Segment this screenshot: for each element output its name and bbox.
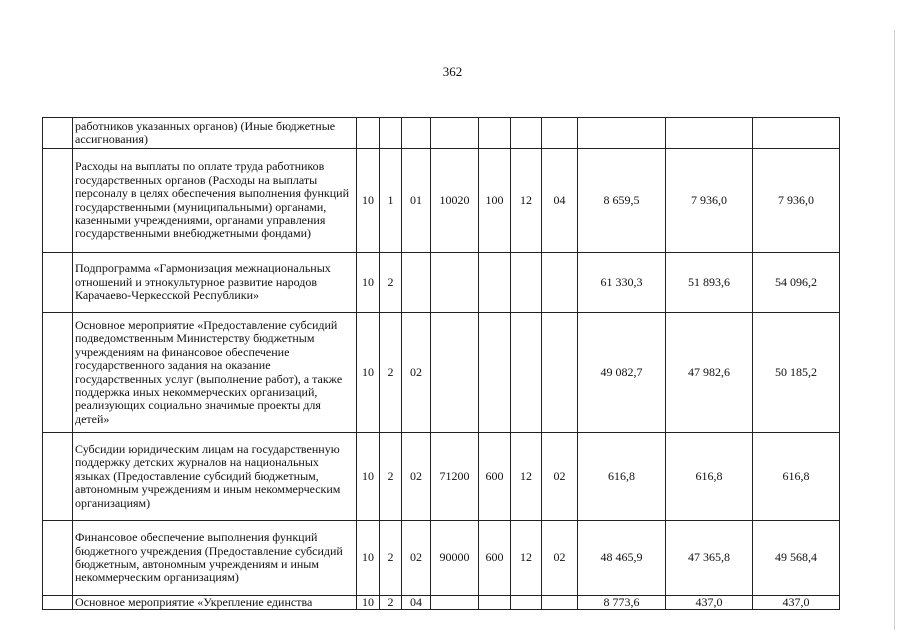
vr-code-cell xyxy=(479,118,511,149)
gp-code-cell: 10 xyxy=(357,521,380,596)
year2-amount-cell: 47 365,8 xyxy=(666,521,753,596)
om-code-cell: 02 xyxy=(402,313,431,433)
year3-amount-cell: 7 936,0 xyxy=(753,149,840,253)
year1-amount-cell: 48 465,9 xyxy=(578,521,666,596)
nr-code-cell: 90000 xyxy=(431,521,479,596)
year1-amount-cell: 616,8 xyxy=(578,433,666,521)
year2-amount-cell: 7 936,0 xyxy=(666,149,753,253)
row-name-cell: работников указанных органов) (Иные бюджетные ассигнования) xyxy=(73,118,357,149)
pp-code-cell xyxy=(380,118,402,149)
nr-code-cell: 71200 xyxy=(431,433,479,521)
pr-code-cell: 04 xyxy=(542,149,578,253)
year1-amount-cell: 61 330,3 xyxy=(578,253,666,313)
row-name-cell: Субсидии юридическим лицам на государственную поддержку детских журналов на национальных языках (Предоставление субсидий бюджетным, автономным учреждениям и иным некоммерческим организациям) xyxy=(73,433,357,521)
vr-code-cell: 600 xyxy=(479,521,511,596)
year3-amount-cell: 54 096,2 xyxy=(753,253,840,313)
table-row xyxy=(43,521,840,596)
nr-code-cell: 10020 xyxy=(431,149,479,253)
year2-amount-cell: 47 982,6 xyxy=(666,313,753,433)
year1-amount-cell: 49 082,7 xyxy=(578,313,666,433)
year1-amount-cell: 8 773,6 xyxy=(578,596,666,610)
gp-code-cell: 10 xyxy=(357,313,380,433)
year2-amount-cell xyxy=(666,118,753,149)
vr-code-cell: 600 xyxy=(479,433,511,521)
year2-amount-cell: 51 893,6 xyxy=(666,253,753,313)
row-name-cell: Расходы на выплаты по оплате труда работников государственных органов (Расходы на выплаты персоналу в целях обеспечения выполнения функций государственными (муниципальными) органами, казенными учреждениями, органами управления государственными внебюджетными фондами) xyxy=(73,149,357,253)
vr-code-cell: 100 xyxy=(479,149,511,253)
table-row xyxy=(43,149,840,253)
year1-amount-cell: 8 659,5 xyxy=(578,149,666,253)
om-code-cell xyxy=(402,118,431,149)
rz-code-cell xyxy=(511,118,542,149)
pp-code-cell: 2 xyxy=(380,596,402,610)
rz-code-cell xyxy=(511,313,542,433)
year2-amount-cell: 616,8 xyxy=(666,433,753,521)
row-name-cell: Основное мероприятие «Укрепление единства xyxy=(73,596,357,610)
year2-amount-cell: 437,0 xyxy=(666,596,753,610)
pr-code-cell: 02 xyxy=(542,521,578,596)
year3-amount-cell: 616,8 xyxy=(753,433,840,521)
gp-code-cell: 10 xyxy=(357,253,380,313)
pr-code-cell xyxy=(542,313,578,433)
year3-amount-cell: 49 568,4 xyxy=(753,521,840,596)
pr-code-cell: 02 xyxy=(542,433,578,521)
vr-code-cell xyxy=(479,596,511,610)
vr-code-cell xyxy=(479,313,511,433)
vr-code-cell xyxy=(479,253,511,313)
pp-code-cell: 2 xyxy=(380,521,402,596)
year1-amount-cell xyxy=(578,118,666,149)
row-marker-cell xyxy=(43,521,73,596)
gp-code-cell xyxy=(357,118,380,149)
rz-code-cell xyxy=(511,596,542,610)
table-row xyxy=(43,313,840,433)
nr-code-cell xyxy=(431,596,479,610)
year3-amount-cell: 437,0 xyxy=(753,596,840,610)
row-marker-cell xyxy=(43,433,73,521)
om-code-cell xyxy=(402,253,431,313)
scan-fold-line xyxy=(894,30,895,630)
pr-code-cell xyxy=(542,253,578,313)
page-number: 362 xyxy=(442,64,463,79)
row-name-cell: Финансовое обеспечение выполнения функций бюджетного учреждения (Предоставление субсидий бюджетным, автономным учреждениям и иным некоммерческим организациям) xyxy=(73,521,357,596)
om-code-cell: 04 xyxy=(402,596,431,610)
row-marker-cell xyxy=(43,313,73,433)
table-row xyxy=(43,433,840,521)
gp-code-cell: 10 xyxy=(357,149,380,253)
nr-code-cell xyxy=(431,118,479,149)
pp-code-cell: 1 xyxy=(380,149,402,253)
nr-code-cell xyxy=(431,253,479,313)
rz-code-cell: 12 xyxy=(511,521,542,596)
row-marker-cell xyxy=(43,118,73,149)
om-code-cell: 02 xyxy=(402,433,431,521)
budget-table xyxy=(42,117,840,610)
om-code-cell: 02 xyxy=(402,521,431,596)
gp-code-cell: 10 xyxy=(357,596,380,610)
row-marker-cell xyxy=(43,149,73,253)
year3-amount-cell xyxy=(753,118,840,149)
row-name-cell: Основное мероприятие «Предоставление субсидий подведомственным Министерству бюджетным учреждениям на финансовое обеспечение государственного задания на оказание государственных услуг (выполнение работ), а также поддержка иных некоммерческих организаций, реализующих социально значимые проекты для детей» xyxy=(73,313,357,433)
pp-code-cell: 2 xyxy=(380,253,402,313)
nr-code-cell xyxy=(431,313,479,433)
om-code-cell: 01 xyxy=(402,149,431,253)
year3-amount-cell: 50 185,2 xyxy=(753,313,840,433)
table-row xyxy=(43,253,840,313)
pp-code-cell: 2 xyxy=(380,313,402,433)
rz-code-cell: 12 xyxy=(511,433,542,521)
pp-code-cell: 2 xyxy=(380,433,402,521)
rz-code-cell: 12 xyxy=(511,149,542,253)
table-row xyxy=(43,596,840,610)
row-marker-cell xyxy=(43,596,73,610)
table-row xyxy=(43,118,840,149)
row-name-cell: Подпрограмма «Гармонизация межнациональных отношений и этнокультурное развитие народов Карачаево-Черкесской Республики» xyxy=(73,253,357,313)
rz-code-cell xyxy=(511,253,542,313)
row-marker-cell xyxy=(43,253,73,313)
gp-code-cell: 10 xyxy=(357,433,380,521)
pr-code-cell xyxy=(542,596,578,610)
pr-code-cell xyxy=(542,118,578,149)
